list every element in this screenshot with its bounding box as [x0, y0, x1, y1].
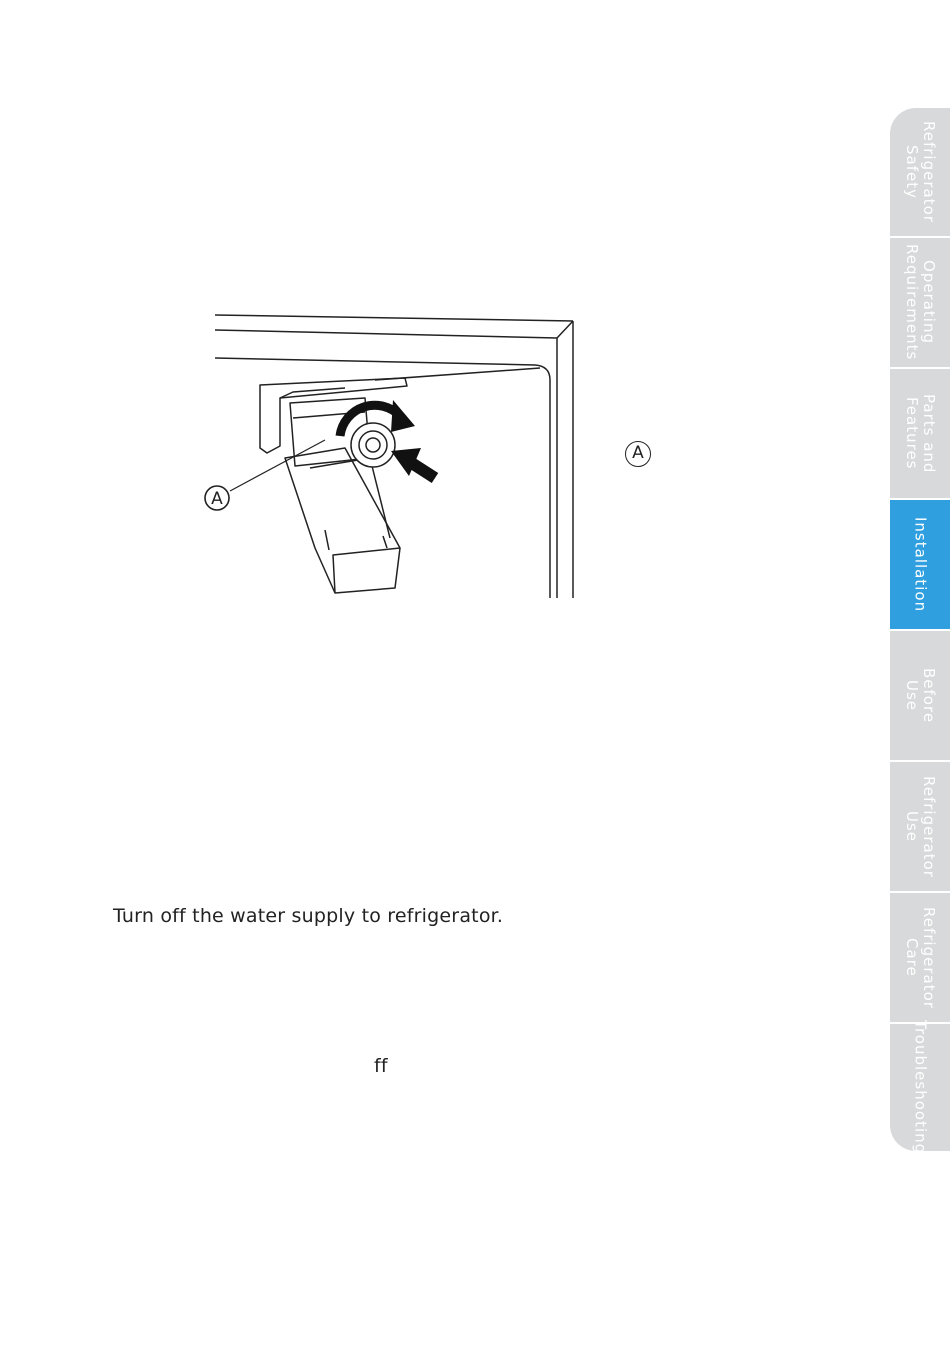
tab-installation[interactable]: [890, 500, 950, 629]
tab-label: Installation: [911, 516, 930, 613]
tab-label: Refrigerator Safety: [903, 121, 938, 223]
tab-label: Refrigerator Use: [903, 775, 938, 878]
water-filter-installation-illustration: [195, 308, 595, 608]
tab-refrigerator-care[interactable]: [890, 893, 950, 1022]
tab-label: Before Use: [903, 667, 938, 724]
callout-a-right: A: [625, 441, 651, 467]
tab-label: Parts and Features: [903, 393, 938, 474]
tab-refrigerator-safety[interactable]: [890, 108, 950, 236]
tab-troubleshooting[interactable]: [890, 1020, 950, 1155]
section-tabs: [890, 108, 950, 1155]
instruction-fragment-text: ff: [374, 1055, 388, 1077]
tab-refrigerator-use[interactable]: [890, 762, 950, 891]
tab-operating-requirements[interactable]: [890, 238, 950, 367]
callout-a-left: A: [211, 489, 223, 509]
refrigerator-filter-drawing: [195, 308, 595, 608]
tab-label: Troubleshooting: [911, 1020, 930, 1155]
instruction-step-text: Turn off the water supply to refrigerator.: [113, 905, 504, 927]
tab-before-use[interactable]: [890, 631, 950, 760]
tab-label: Operating Requirements: [903, 244, 938, 361]
tab-label: Refrigerator Care: [903, 906, 938, 1009]
tab-parts-and-features[interactable]: [890, 369, 950, 498]
